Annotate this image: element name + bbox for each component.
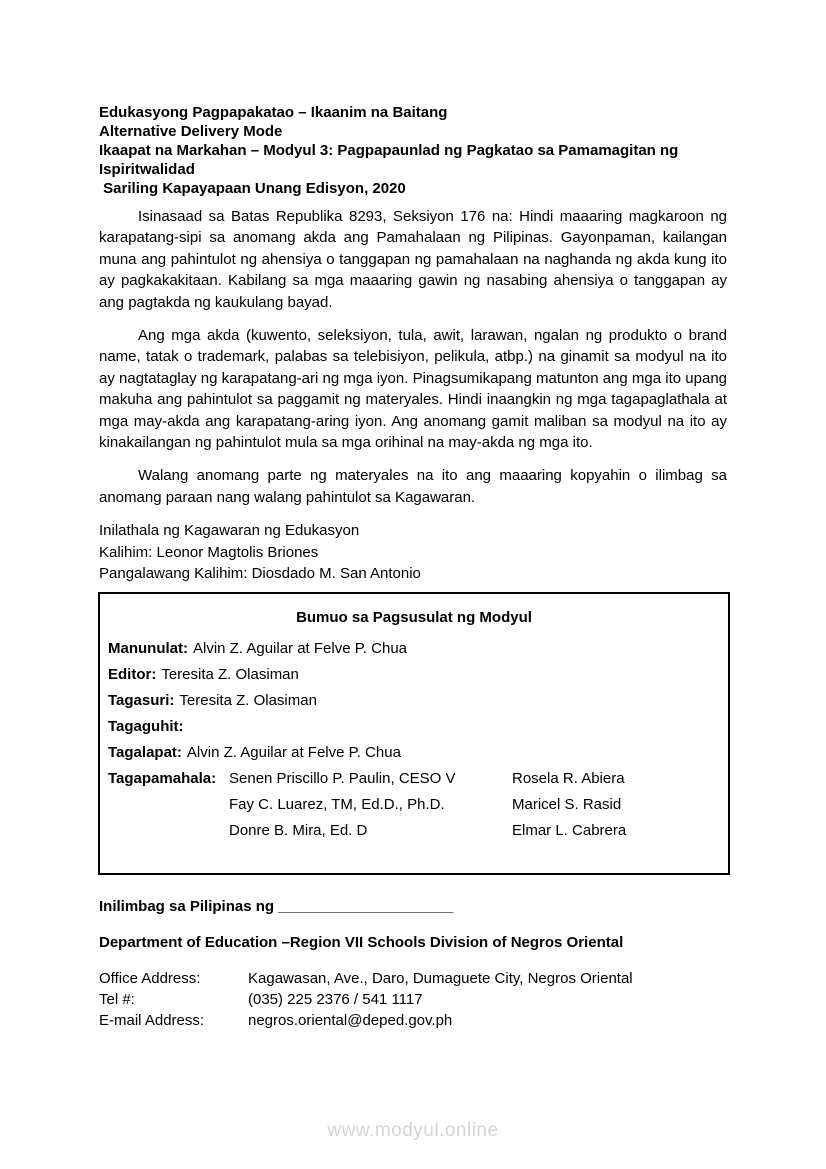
- undersecretary-line: Pangalawang Kalihim: Diosdado M. San Antonio: [99, 565, 421, 583]
- credit-row-writer: [108, 640, 720, 657]
- management-role-label: Tagapamahala:: [108, 769, 217, 787]
- watermark: www.modyul.online: [327, 1120, 499, 1141]
- layout-role-label: Tagalapat:: [108, 743, 182, 761]
- email-label: E-mail Address:: [99, 1011, 205, 1029]
- management-name: Senen Priscillo P. Paulin, CESO V: [229, 769, 456, 787]
- email-row: [99, 1010, 727, 1031]
- illustrator-role-label: Tagaguhit:: [108, 717, 184, 735]
- reviewer-role-value: Teresita Z. Olasiman: [179, 691, 317, 709]
- module-edition-line: Sariling Kapayapaan Unang Edisyon, 2020: [99, 180, 406, 197]
- telephone-row: [99, 989, 727, 1010]
- management-name: Maricel S. Rasid: [512, 795, 622, 813]
- editor-role-value: Teresita Z. Olasiman: [161, 665, 299, 683]
- copyright-paragraph-1: Isinasaad sa Batas Republika 8293, Seksiyon 176 na: Hindi maaaring magkaroon ng karapatang-sipi sa anomang akda ang Pamahalaan ng Pilipinas. Gayonpaman, kailangan muna ang pahintulot ng ahensiya o tanggapan ng pamahalaan na naghanda ng akda kung ito ay pagkakakitaan. Kabilang sa mga maaaring gawin ng nasabing ahensiya o tanggapan ay ang pagtakda ng kaukulang bayad.: [99, 208, 727, 311]
- publisher-line: Inilathala ng Kagawaran ng Edukasyon: [99, 522, 360, 540]
- copyright-paragraph-2: Ang mga akda (kuwento, seleksiyon, tula, awit, larawan, ngalan ng produkto o brand name, tatak o trademark, palabas sa telebisiyon, pelikula, atbp.) na ginamit sa modyul na ito ay nagtataglay ng karapatang-ari ng mga iyon. Pinagsumikapang matunton ang mga ito upang makuha ang pahintulot sa paggamit ng materyales. Hindi inaangkin ng mga tagapaglathala at mga may-akda ang karapatang-aring iyon. Ang anomang gamit maliban sa modyul na ito ay kinakailangan ng pahintulot mula sa mga orihinal na may-akda ng mga ito.: [99, 327, 727, 452]
- management-name: Donre B. Mira, Ed. D: [229, 821, 368, 839]
- printed-in-line: [99, 897, 727, 916]
- credit-row-illustrator: [108, 718, 720, 735]
- management-name: Fay C. Luarez, TM, Ed.D., Ph.D.: [229, 795, 445, 813]
- management-name: Rosela R. Abiera: [512, 769, 625, 787]
- telephone-value: (035) 225 2376 / 541 1117: [248, 990, 423, 1008]
- credit-row-editor: [108, 666, 720, 683]
- secretary-line: Kalihim: Leonor Magtolis Briones: [99, 543, 319, 561]
- office-address-value: Kagawasan, Ave., Daro, Dumaguete City, Negros Oriental: [248, 969, 633, 987]
- copyright-paragraph-3: Walang anomang parte ng materyales na ito ang maaaring kopyahin o ilimbag sa anomang paraan nang walang pahintulot sa Kagawaran.: [99, 467, 727, 506]
- division-title: Department of Education –Region VII Schools Division of Negros Oriental: [99, 933, 624, 951]
- printed-in-blank: _____________________: [278, 897, 454, 915]
- writer-role-label: Manunulat:: [108, 639, 188, 657]
- office-address-label: Office Address:: [99, 969, 201, 987]
- credit-row-reviewer: [108, 692, 720, 709]
- module-mode-line: Alternative Delivery Mode: [99, 123, 283, 140]
- publisher-block: [99, 520, 727, 584]
- editor-role-label: Editor:: [108, 665, 157, 683]
- development-team-title: Bumuo sa Pagsusulat ng Modyul: [296, 608, 532, 626]
- office-address-row: [99, 968, 727, 989]
- module-header: [99, 103, 727, 198]
- management-team: [108, 770, 720, 839]
- module-title-line: Ikaapat na Markahan – Modyul 3: Pagpapaunlad ng Pagkatao sa Pamamagitan ng Ispiritwalidad: [99, 142, 683, 178]
- telephone-label: Tel #:: [99, 990, 135, 1008]
- layout-role-value: Alvin Z. Aguilar at Felve P. Chua: [186, 743, 401, 761]
- writer-role-value: Alvin Z. Aguilar at Felve P. Chua: [193, 639, 407, 657]
- module-subject-line: Edukasyong Pagpapakatao – Ikaanim na Baitang: [99, 104, 448, 121]
- management-label-spacer: [108, 796, 229, 813]
- reviewer-role-label: Tagasuri:: [108, 691, 175, 709]
- management-label-spacer: [108, 822, 229, 839]
- email-value: negros.oriental@deped.gov.ph: [248, 1011, 453, 1029]
- contact-block: [99, 968, 727, 1031]
- development-team-box: [98, 592, 730, 875]
- management-name: Elmar L. Cabrera: [512, 821, 627, 839]
- printed-in-label: Inilimbag sa Pilipinas ng: [99, 897, 275, 915]
- credit-row-layout: [108, 744, 720, 761]
